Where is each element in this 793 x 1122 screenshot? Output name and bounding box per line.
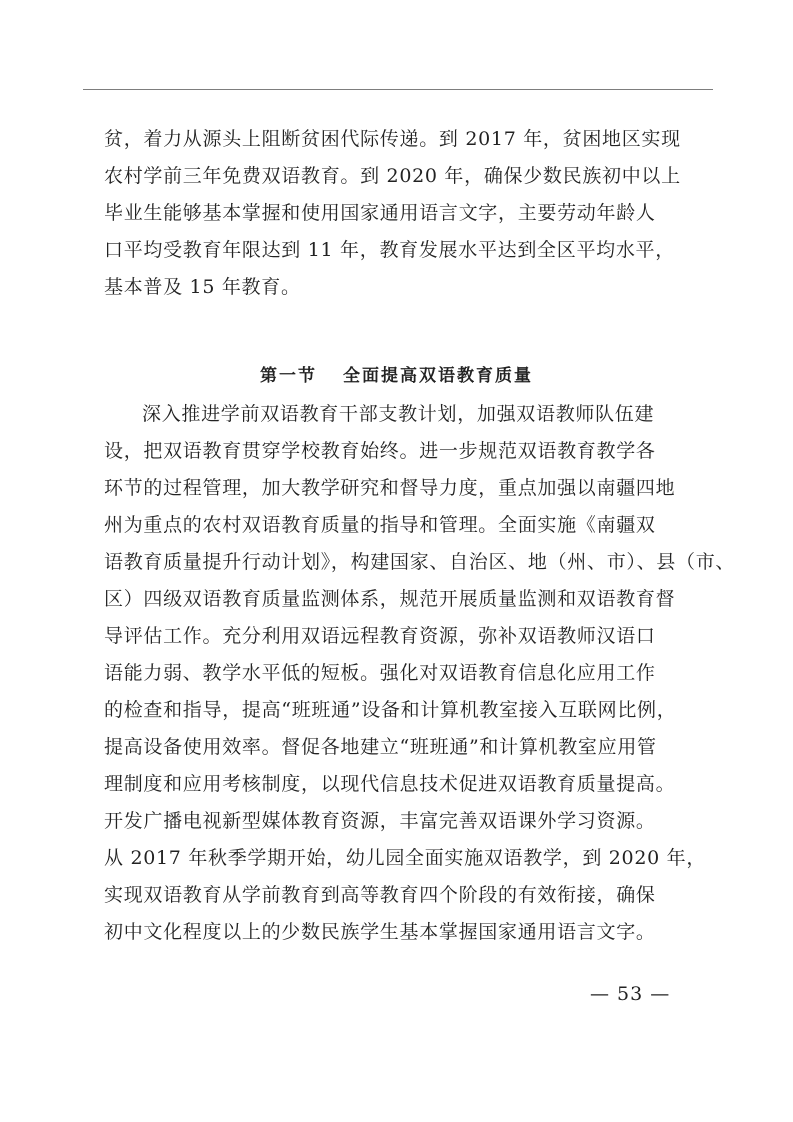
section-heading <box>0 361 793 386</box>
paragraph-body <box>104 396 736 951</box>
text-line: 深入推进学前双语教育干部支教计划，加强双语教师队伍建 <box>142 403 655 425</box>
text-line: 区）四级双语教育质量监测体系，规范开展质量监测和双语教育督 <box>104 588 676 610</box>
text-line: 环节的过程管理，加大教学研究和督导力度，重点加强以南疆四地 <box>104 477 676 499</box>
paragraph-continuation <box>104 121 704 306</box>
text-line: 基本普及 15 年教育。 <box>104 276 301 298</box>
header-rule <box>83 89 713 90</box>
text-line: 的检查和指导，提高“班班通”设备和计算机教室接入互联网比例， <box>104 699 677 721</box>
section-title: 全面提高双语教育质量 <box>342 366 533 386</box>
text-line: 理制度和应用考核制度，以现代信息技术促进双语教育质量提高。 <box>104 773 676 795</box>
text-line: 提高设备使用效率。督促各地建立“班班通”和计算机教室应用管 <box>104 736 657 758</box>
text-line: 导评估工作。充分利用双语远程教育资源，弥补双语教师汉语口 <box>104 625 656 647</box>
page-number: — 53 — <box>590 983 671 1005</box>
text-line: 农村学前三年免费双语教育。到 2020 年，确保少数民族初中以上 <box>104 165 681 187</box>
section-number: 第一节 <box>260 366 318 386</box>
text-line: 贫，着力从源头上阻断贫困代际传递。到 2017 年，贫困地区实现 <box>104 128 681 150</box>
text-line: 语能力弱、教学水平低的短板。强化对双语教育信息化应用工作 <box>104 662 656 684</box>
text-line: 州为重点的农村双语教育质量的指导和管理。全面实施《南疆双 <box>104 514 656 536</box>
text-line: 语教育质量提升行动计划》，构建国家、自治区、地（州、市）、县（市、 <box>104 551 736 573</box>
text-line: 毕业生能够基本掌握和使用国家通用语言文字，主要劳动年龄人 <box>104 202 656 224</box>
text-line: 实现双语教育从学前教育到高等教育四个阶段的有效衔接，确保 <box>104 884 656 906</box>
text-line: 口平均受教育年限达到 11 年，教育发展水平达到全区平均水平， <box>104 239 675 261</box>
text-line: 设，把双语教育贯穿学校教育始终。进一步规范双语教育教学各 <box>104 440 656 462</box>
text-line: 从 2017 年秋季学期开始，幼儿园全面实施双语教学，到 2020 年， <box>104 847 707 869</box>
text-line: 初中文化程度以上的少数民族学生基本掌握国家通用语言文字。 <box>104 921 656 943</box>
text-line: 开发广播电视新型媒体教育资源，丰富完善双语课外学习资源。 <box>104 810 656 832</box>
